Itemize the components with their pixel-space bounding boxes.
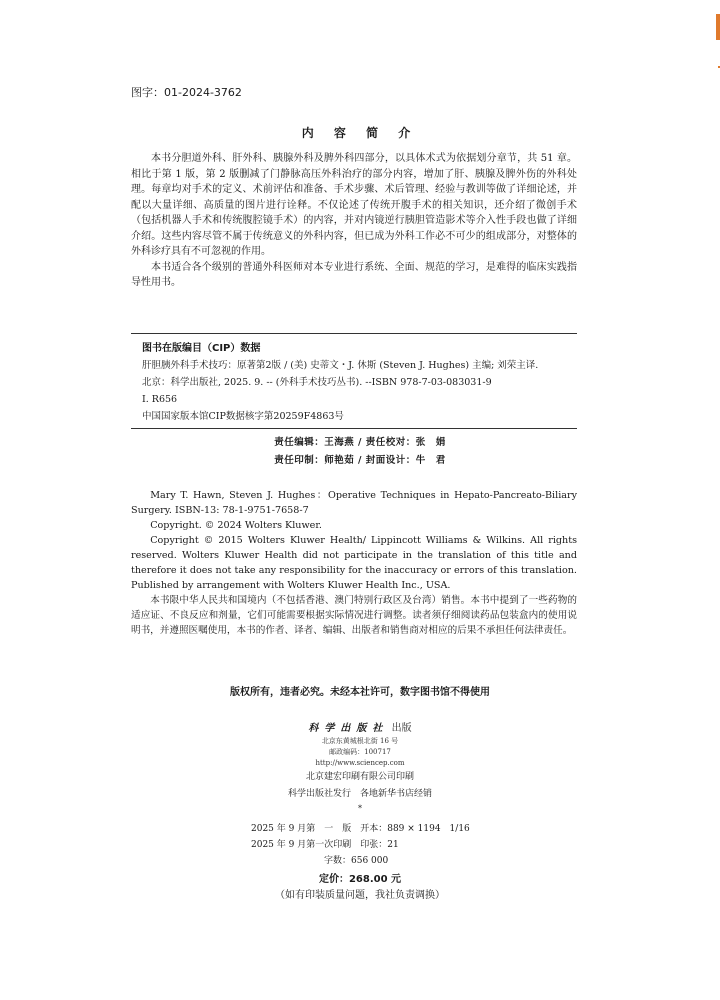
staff-credits xyxy=(0,434,720,470)
cip-line: 北京：科学出版社, 2025. 9. -- (外科手术技巧丛书). --ISBN 978-7-03-083031-9 xyxy=(142,377,492,388)
publisher-address: 北京东黄城根北街 16 号 xyxy=(321,737,399,745)
edition-line: 2025 年 9 月第 一 版 开本：889 × 1194 1/16 xyxy=(251,824,470,834)
cip-line: Ⅰ. R656 xyxy=(142,394,178,405)
cip-top-rule xyxy=(131,333,577,334)
word-count-line: 字数：656 000 xyxy=(324,856,389,866)
staff-line-editors: 责任编辑：王海燕 / 责任校对：张 娟 xyxy=(274,437,446,448)
copyright-2024-line: Copyright. © 2024 Wolters Kluwer. xyxy=(150,520,322,531)
distributor-line: 科学出版社发行 各地新华书店经销 xyxy=(287,789,432,799)
publisher-line xyxy=(0,721,720,736)
copyright-record-number: 图字：01-2024-3762 xyxy=(131,86,242,99)
publisher-logo: 科学出版社 xyxy=(308,723,389,734)
publication-info xyxy=(251,821,470,869)
cip-heading: 图书在版编目（CIP）数据 xyxy=(142,343,261,354)
sales-notice: 本书限中华人民共和国境内（不包括香港、澳门特别行政区及台湾）销售。本书中提到了一些药物的适应证、不良反应和剂量，它们可能需要根据实际情况进行调整。读者须仔细阅读药品包装盒内的使用说明书，并遵照医嘱使用，本书的作者、译者、编辑、出版者和销售商对相应的后果不承担任何法律责任。 xyxy=(131,595,577,636)
copyright-2015-line: Copyright © 2015 Wolters Kluwer Health/ Lippincott Williams & Wilkins. All rights reserved. Wolters Kluwer Health did not participate in the translation of this title and therefore it does not take any responsibility for the inaccuracy or errors of this translation. Published by arrangement with Wolters Kluwer Health Inc., USA. xyxy=(131,535,577,591)
cip-block xyxy=(131,340,577,425)
price-line: 定价：268.00 元 xyxy=(318,874,402,885)
printer-line: 北京建宏印刷有限公司印刷 xyxy=(305,772,414,782)
publisher-postcode: 邮政编码：100717 xyxy=(329,748,391,756)
page-edge-marker xyxy=(716,14,720,40)
rights-statement: 版权所有，违者必究。未经本社许可，数字图书馆不得使用 xyxy=(230,687,490,698)
cip-bottom-rule xyxy=(131,428,577,429)
service-note: （如有印装质量问题，我社负责调换） xyxy=(275,890,445,901)
publisher-suffix: 出版 xyxy=(391,723,412,734)
separator-star: * xyxy=(358,804,362,813)
copyright-section xyxy=(131,488,577,638)
summary-paragraph: 本书适合各个级别的普通外科医师对本专业进行系统、全面、规范的学习，是难得的临床实践指导性用书。 xyxy=(131,261,577,288)
imprint-block xyxy=(0,721,720,815)
cip-line: 肝胆胰外科手术技巧：原著第2版 / (美) 史蒂文・J. 休斯 (Steven J. Hughes) 主编; 刘荣主译. xyxy=(142,360,539,371)
summary-section xyxy=(131,151,577,291)
publisher-website: http://www.sciencep.com xyxy=(315,759,405,767)
summary-paragraph: 本书分胆道外科、肝外科、胰腺外科及脾外科四部分，以具体术式为依据划分章节，共 51 章。相比于第 1 版，第 2 版删减了门静脉高压外科治疗的部分内容，增加了肝、胰腺及脾外伤的外科处理。每章均对手术的定义、术前评估和准备、手术步骤、术后管理、经验与教训等做了详细论述，并配以大量详细、高质量的图片进行诠释。不仅论述了传统开腹手术的相关知识，还介绍了微创手术（包括机器人手术和传统腹腔镜手术）的内容，并对内镜逆行胰胆管造影术等介入性手段也做了详细介绍。这些内容尽管不属于传统意义的外科内容，但已成为外科工作必不可少的组成部分，对整体的外科诊疗具有不可忽视的作用。 xyxy=(131,153,577,257)
cip-line: 中国国家版本馆CIP数据核字第20259F4863号 xyxy=(142,411,344,422)
staff-line-production: 责任印制：师艳茹 / 封面设计：牛 君 xyxy=(274,455,446,466)
printing-line: 2025 年 9 月第一次印刷 印张：21 xyxy=(251,840,399,850)
summary-title: 内 容 简 介 xyxy=(301,126,419,140)
original-title-line: Mary T. Hawn, Steven J. Hughes：Operative Techniques in Hepato-Pancreato-Biliary Surgery. ISBN-13: 78-1-9751-7658-7 xyxy=(131,490,577,516)
